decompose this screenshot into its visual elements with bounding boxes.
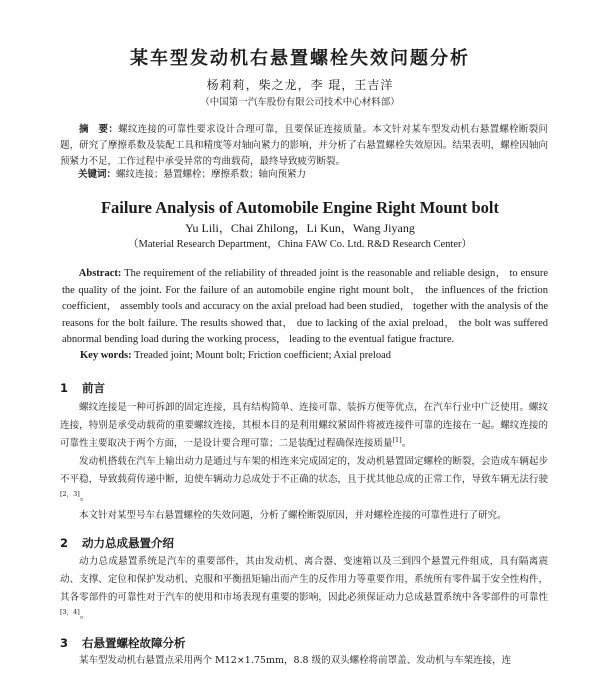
body-paragraph [60,453,548,507]
keywords-cn-text: 螺纹连接；悬置螺栓；摩擦系数；轴向预紧力 [116,169,307,180]
section-title: 动力总成悬置介绍 [82,536,175,550]
paragraph-tail: 。 [79,492,90,503]
abstract-cn-text: 螺纹连接的可靠性要求设计合理可靠，且要保证连接质量。本文针对某车型发动机右悬置螺栓断裂问题，研究了摩擦系数及装配工具和精度等对轴向紧力的影响，并分析了右悬置螺栓失效原因。结果表明，螺栓因轴向预紧力不足，工作过程中承受异常的弯曲载荷，最终导致疲劳断裂。 [60,124,548,167]
paragraph-text: 本文针对某型号车右悬置螺栓的失效问题，分析了螺栓断裂原因，并对螺栓连接的可靠性进行了研究。 [79,510,507,521]
body-paragraph [60,553,548,625]
section-number: 3 [60,636,69,650]
authors-en: Yu Lili，Chai Zhilong，Li Kun，Wang Jiyang [185,221,415,235]
section-title: 前言 [82,381,106,395]
keywords-cn-label: 关键词： [78,169,117,180]
paragraph-text: 某车型发动机右悬置点采用两个 M12×1.75mm，8.8 级的双头螺栓将前罩盖、发动机与车架连接，连 [79,655,512,666]
section-number: 2 [60,536,69,550]
keywords-en-label: Key words: [80,350,132,361]
citation: [2，3] [60,489,80,498]
body-paragraph [60,507,548,525]
keywords-en-text: Treaded joint; Mount bolt; Friction coefficient; Axial preload [131,350,391,361]
affiliation-cn: （中国第一汽车股份有限公司技术中心材料部） [200,97,400,108]
abstract-en [62,266,548,349]
citation: [1] [392,435,402,444]
title-cn: 某车型发动机右悬置螺栓失效问题分析 [130,48,470,69]
section-heading [60,535,174,551]
paragraph-text: 螺纹连接是一种可拆卸的固定连接，具有结构简单、连接可靠、装拆方便等优点，在汽车行业中广泛使用。螺纹连接，特别是承受动载荷的重要螺纹连接，其根本目的是利用螺纹紧固件将被连接件可靠的连接在一起。螺纹连接的可靠性主要取决于两个方面，一是设计要合理可靠；二是装配过程确保连接质量 [60,402,548,449]
abstract-en-label: Abstract: [78,268,122,279]
body-paragraph [60,399,548,453]
paragraph-text: 发动机搭载在汽车上输出动力是通过与车架的相连来完成固定的，发动机悬置固定螺栓的断裂，会造成车辆起步不平稳，导致载荷传递中断，迫使车辆动力总成处于不正确的状态，且于扰其他总成的正常工作，导致车辆无法行驶 [60,456,548,485]
paragraph-tail: 。 [401,438,412,449]
section-heading [60,635,186,651]
paragraph-text: 动力总成悬置系统是汽车的重要部件，其由发动机、离合器、变速箱以及三到四个悬置元件组成，具有隔离震动、支撑、定位和保护发动机、克服和平衡扭矩输出而产生的反作用力等重要作用，系统所有零件属于安全性构件，其各零部件的可靠性对于汽车的使用和市场表现有重要的影响，因此必须保证动力总成悬置系统中各零部件的可靠性 [60,556,548,603]
section-heading [60,380,105,396]
paragraph-tail: 。 [79,610,90,621]
citation: [3，4] [60,607,80,616]
section-title: 右悬置螺栓故障分析 [82,636,186,650]
title-en: Failure Analysis of Automobile Engine Right Mount bolt [100,198,500,217]
abstract-cn [60,122,548,170]
affiliation-en: （Material Research Department，China FAW Co. Ltd. R&D Research Center） [127,239,472,250]
keywords-en [80,349,550,363]
section-number: 1 [60,381,69,395]
abstract-en-text: The requirement of the reliability of threaded joint is the reasonable and reliable design， to ensure the quality of the joint. For the failure of an automobile engine right mount bolt， the influences of the friction coefficient， assembly tools and accuracy on the axial preload had been studied， together with the analysis of the reasons for the bolt failure. The results showed that， due to lacking of the axial preload， the bolt was suffered abnormal bending load during the working process， leading to the eventual fatigue fracture. [62,268,548,346]
abstract-cn-label: 摘 要： [79,124,119,135]
authors-cn: 杨莉莉，柴之龙，李 琨，王吉洋 [206,78,394,92]
body-paragraph [60,652,548,670]
keywords-cn [78,168,548,182]
